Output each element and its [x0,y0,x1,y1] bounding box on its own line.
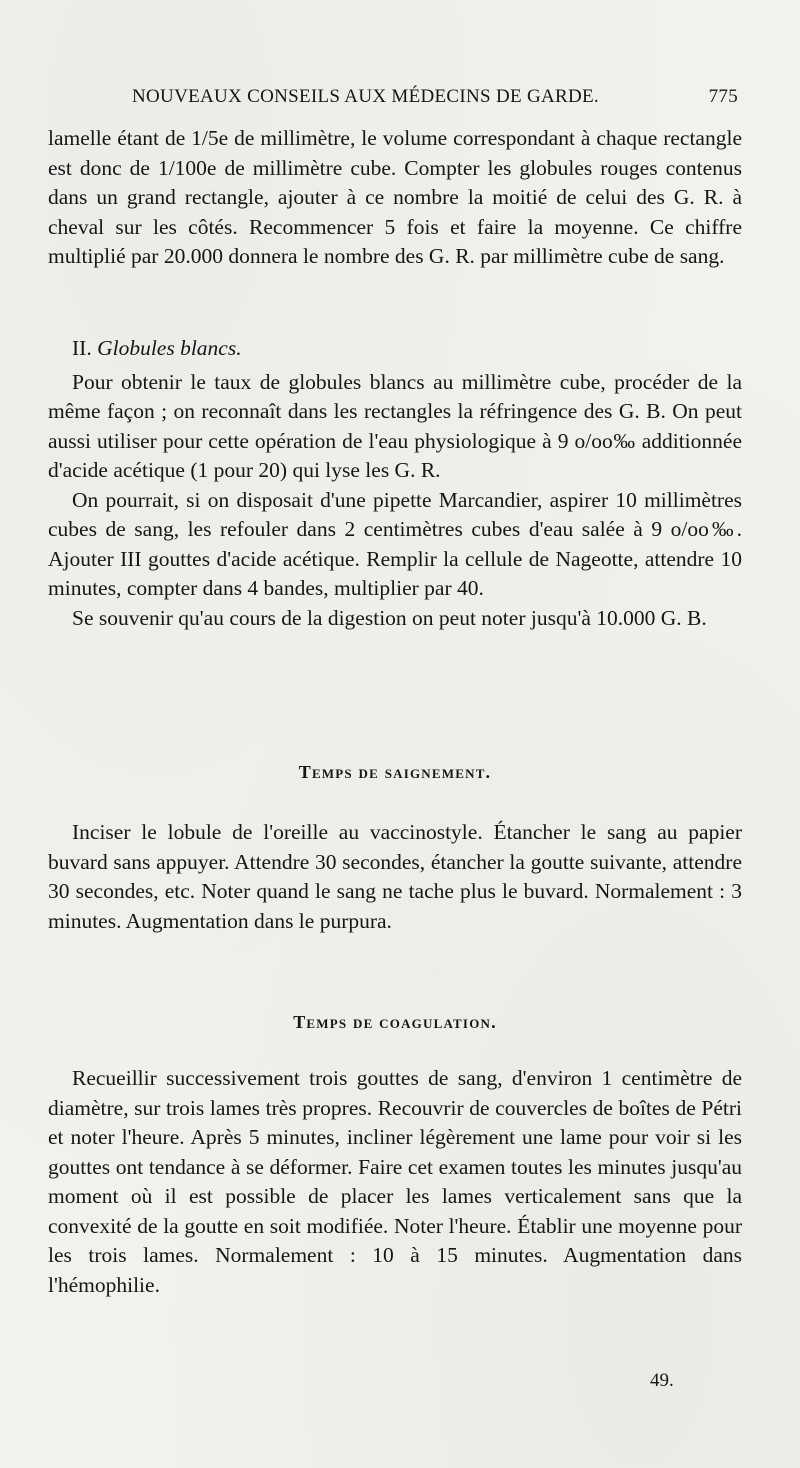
temps-coagulation-heading: Temps de coagulation. [293,1012,497,1032]
page-number: 775 [708,86,738,107]
temps-saignement-heading: Temps de saignement. [298,762,492,782]
continued-paragraph-block [48,124,742,272]
temps-coagulation-section [48,1064,742,1300]
subheading-numeral: II. [72,336,92,360]
signature-mark: 49. [650,1370,674,1391]
subheading-title: Globules blancs. [97,336,242,360]
running-head-title: NOUVEAUX CONSEILS AUX MÉDECINS DE GARDE. [132,86,599,107]
continued-paragraph: lamelle étant de 1/5e de millimètre, le volume correspondant à chaque rectangle est donc de 1/100e de millimètre cube. Compter les globules rouges contenus dans un grand rectangle, ajouter à ce nombre la moitié de celui des G. R. à cheval sur les côtés. Recommencer 5 fois et faire la moyenne. Ce chiffre multiplié par 20.000 donnera le nombre des G. R. par millimètre cube de sang. [48,126,742,268]
temps-coagulation-paragraph: Recueillir successivement trois gouttes de sang, d'environ 1 centimètre de diamètre, sur trois lames très propres. Recouvrir de couvercles de boîtes de Pétri et noter l'heure. Après 5 minutes, incliner légèrement une lame pour voir si les gouttes ont tendance à se déformer. Faire cet examen toutes les minutes jusqu'au moment où il est possible de placer les lames verticalement sans que la convexité de la goutte en soit modifiée. Noter l'heure. Établir une moyenne pour les trois lames. Normalement : 10 à 15 minutes. Augmentation dans l'hémophilie. [48,1066,742,1297]
temps-saignement-paragraph: Inciser le lobule de l'oreille au vaccinostyle. Étancher le sang au papier buvard sans appuyer. Attendre 30 secondes, étancher la goutte suivante, attendre 30 secondes, etc. Noter quand le sang ne tache plus le buvard. Normalement : 3 minutes. Augmentation dans le purpura. [48,820,742,933]
globules-blancs-section [48,334,742,633]
globules-blancs-paragraph-2: On pourrait, si on disposait d'une pipette Marcandier, aspirer 10 millimètres cubes de sang, les refouler dans 2 centimètres cubes d'eau salée à 9 o/oo‰. Ajouter III gouttes d'acide acétique. Remplir la cellule de Nageotte, attendre 10 minutes, compter dans 4 bandes, multiplier par 40. [48,487,742,600]
globules-blancs-subheading [48,334,742,364]
globules-blancs-paragraph-1: Pour obtenir le taux de globules blancs au millimètre cube, procéder de la même façon ; on reconnaît dans les rectangles la réfringence des G. B. On peut aussi utiliser pour cette opération de l'eau physiologique à 9 o/oo‰ additionnée d'acide acétique (1 pour 20) qui lyse les G. R. [48,369,742,482]
temps-saignement-section [48,818,742,936]
globules-blancs-paragraph-3: Se souvenir qu'au cours de la digestion on peut noter jusqu'à 10.000 G. B. [72,605,707,630]
running-head [48,86,742,116]
